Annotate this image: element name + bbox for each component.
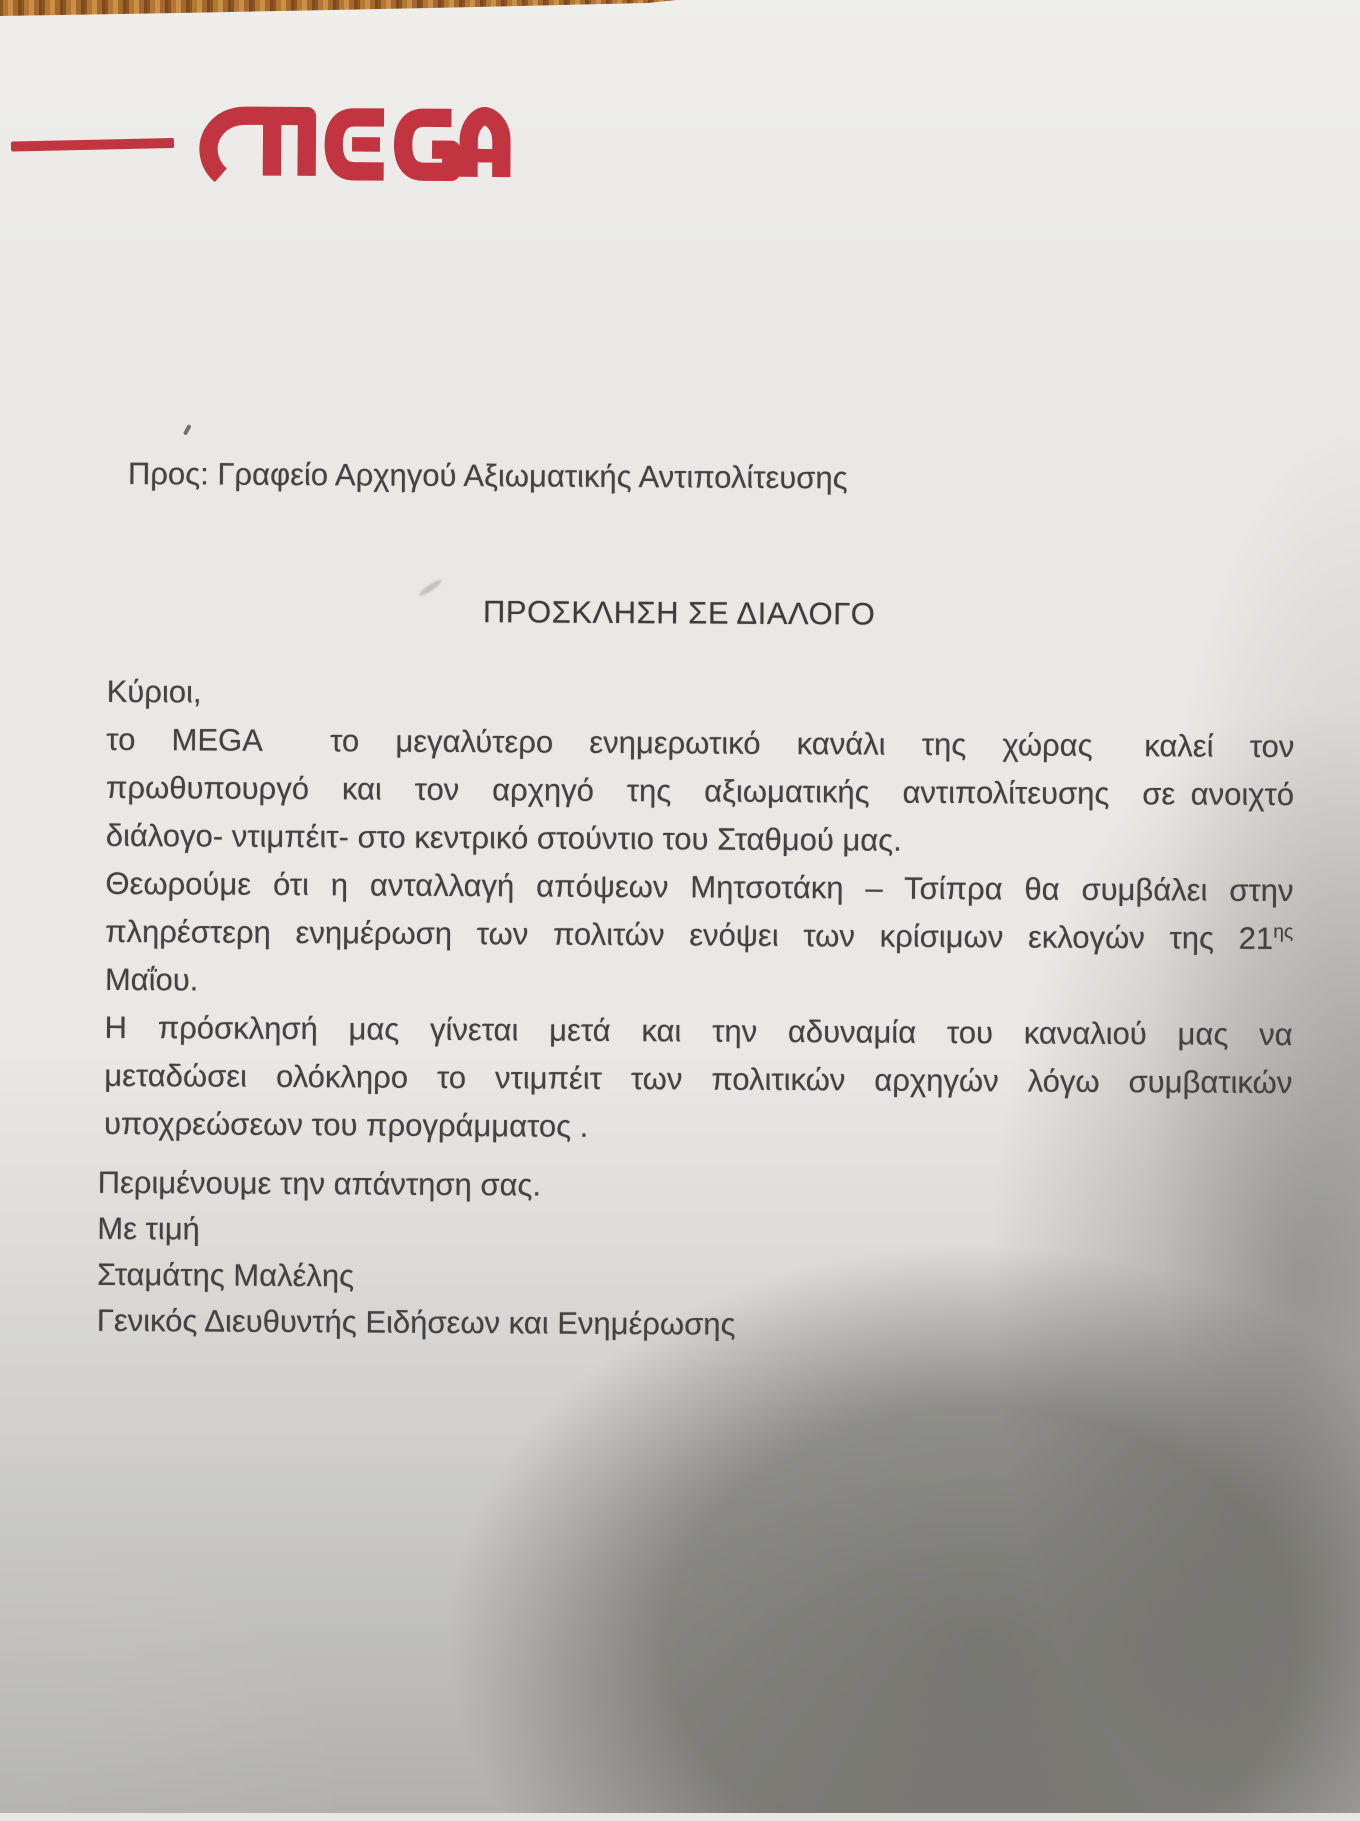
document-title: ΠΡΟΣΚΛΗΣΗ ΣΕ ΔΙΑΛΟΓΟ [482,594,876,632]
mega-logo [195,103,513,183]
paper-speck [183,424,192,436]
body-line-text: πληρέστερη ενημέρωση των πολιτών ενόψει των κρίσιμων εκλογών της 21 [105,913,1274,956]
mega-logo-icon [195,103,513,183]
body-line: το MEGA το μεγαλύτερο ενημερωτικό κανάλι της χώρας καλεί τον [106,721,1295,765]
body-line: Μαΐου. [104,961,199,998]
signature-title: Γενικός Διευθυντής Ειδήσεων και Ενημέρωσης [96,1302,736,1342]
body-line: διάλογο- ντιμπέιτ- στο κεντρικό στούντιο του Σταθμού μας. [105,817,902,858]
letter-body [104,668,1295,1155]
body-line: Η πρόσκλησή μας γίνεται μετά και την αδυναμία του καναλιού μας να [104,1009,1293,1053]
body-line: πρωθυπουργό και τον αρχηγό της αξιωματικής αντιπολίτευσης σε ανοιχτό [105,769,1295,813]
body-line: Θεωρούμε ότι η ανταλλαγή απόψεων Μητσοτάκη – Τσίπρα θα συμβάλει στην [105,865,1294,909]
body-line [105,908,1293,963]
body-line: μεταδώσει ολόκληρο το ντιμπέιτ των πολιτικών αρχηγών λόγω συμβατικών [104,1057,1293,1101]
salutation-line: Κύριοι, [106,673,202,710]
recipient-line: Προς: Γραφείο Αρχηγού Αξιωματικής Αντιπολίτευσης [127,455,848,496]
signature-name: Σταμάτης Μαλέλης [96,1256,355,1294]
body-line: υποχρεώσεων του προγράμματος . [103,1105,589,1144]
closing-line: Περιμένουμε την απάντηση σας. [97,1164,542,1203]
ordinal-superscript: ης [1273,921,1294,943]
letter-closing [97,1160,1286,1351]
closing-salute: Με τιμή [97,1210,200,1247]
letterhead-rule [11,138,174,152]
